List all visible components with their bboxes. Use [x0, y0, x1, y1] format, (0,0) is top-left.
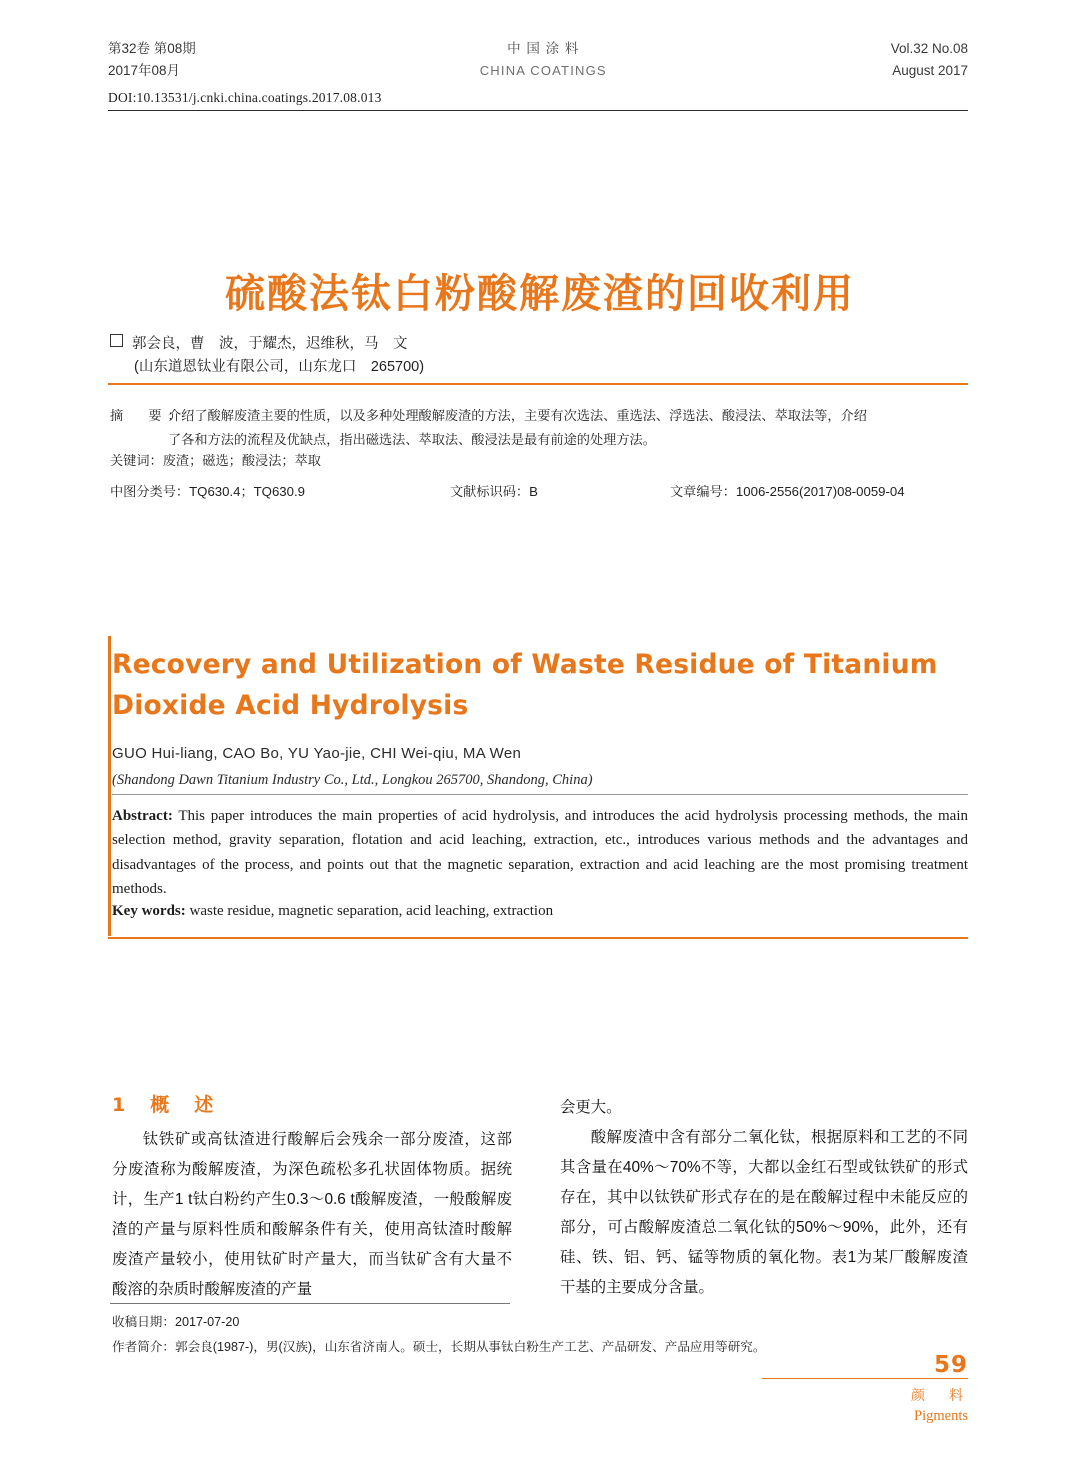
page-title-cn: 硫酸法钛白粉酸解废渣的回收利用 [225, 271, 855, 317]
header-center [480, 38, 607, 82]
page-number: 59 [933, 1352, 968, 1378]
clc-number: 中图分类号：TQ630.4；TQ630.9 [110, 484, 305, 499]
keywords-en-label: Key words: [112, 903, 186, 919]
article-id: 文章编号：1006-2556(2017)08-0059-04 [670, 484, 905, 499]
authors-en: GUO Hui-liang, CAO Bo, YU Yao-jie, CHI Wei-qiu, MA Wen [112, 745, 522, 762]
abstract-cn-text: 介绍了酸解废渣主要的性质，以及多种处理酸解废渣的方法，主要有次选法、重选法、浮选法、酸浸法、萃取法等，介绍了各和方法的流程及优缺点，指出磁选法、萃取法、酸浸法是最有前途的处理方法。 [168, 408, 867, 448]
orange-left-bar [108, 636, 111, 936]
header-left [108, 38, 196, 83]
header-right [891, 38, 968, 83]
page-title-en: Recovery and Utilization of Waste Residue of Titanium Dioxide Acid Hydrolysis [112, 649, 938, 722]
abstract-en [112, 804, 968, 901]
authors-cn-text: 郭会良，曹 波，于耀杰，迟维秋，马 文 [132, 336, 408, 352]
journal-name-cn: 中 国 涂 料 [507, 41, 580, 56]
received-date: 收稿日期：2017-07-20 [112, 1315, 240, 1329]
keywords-cn: 关键词：废渣；磁选；酸浸法；萃取 [110, 453, 321, 468]
affiliation-en: (Shandong Dawn Titanium Industry Co., Ltd., Longkou 265700, Shandong, China) [112, 772, 593, 788]
orange-divider-bottom [108, 937, 968, 939]
abstract-divider [112, 794, 968, 795]
page-header [108, 38, 968, 83]
folio-divider [762, 1378, 968, 1379]
keywords-en-text: waste residue, magnetic separation, acid leaching, extraction [185, 903, 554, 919]
keywords-en [112, 903, 968, 920]
abstract-en-text: This paper introduces the main properties of acid hydrolysis, and introduces the acid hydrolysis processing methods, the main selection method, gravity separation, flotation and acid leaching, extraction, etc., introduces various methods and the advantages and disadvantages of the process, and points out that the magnetic separation, extraction and acid leaching are the most promising treatment methods. [112, 808, 968, 897]
orange-divider-top [108, 383, 968, 385]
volume-issue-en: Vol.32 No.08 [890, 41, 968, 56]
author-bio: 作者简介：郭会良(1987-)，男(汉族)，山东省济南人。硕士，长期从事钛白粉生产工艺、产品研发、产品应用等研究。 [112, 1339, 766, 1354]
volume-issue-cn: 第32卷 第08期 [108, 41, 196, 56]
square-bullet-icon [110, 334, 123, 347]
document-code: 文献标识码：B [450, 484, 538, 499]
body-column-right [560, 1093, 968, 1303]
journal-name-en: CHINA COATINGS [479, 63, 607, 79]
section-heading-1: 1 概 述 [112, 1094, 217, 1116]
footnote-divider [110, 1303, 510, 1304]
section-label-cn: 颜 料 [911, 1387, 968, 1403]
abstract-cn [110, 404, 868, 453]
date-cn: 2017年08月 [108, 63, 181, 79]
section-label-en: Pigments [914, 1408, 968, 1424]
classification-row [110, 481, 970, 500]
body-paragraph-left: 钛铁矿或高钛渣进行酸解后会残余一部分废渣，这部分废渣称为酸解废渣，为深色疏松多孔状固体物质。据统计，生产1 t钛白粉约产生0.3～0.6 t酸解废渣，一般酸解废渣的产量与原料性质和酸解条件有关，使用高钛渣时酸解废渣产量较小，使用钛矿时产量大，而当钛矿含有大量不酸溶的杂质时酸解废渣的产量 [112, 1131, 512, 1299]
doi-text: DOI:10.13531/j.cnki.china.coatings.2017.08.013 [108, 90, 382, 105]
body-paragraph-right-2: 酸解废渣中含有部分二氧化钛，根据原料和工艺的不同其含量在40%～70%不等，大都以金红石型或钛铁矿的形式存在，其中以钛铁矿形式存在的是在酸解过程中未能反应的部分，可占酸解废渣总二氧化钛的50%～90%，此外，还有硅、铁、铝、钙、锰等物质的氧化物。表1为某厂酸解废渣干基的主要成分含量。 [560, 1129, 968, 1297]
footnotes [112, 1310, 912, 1359]
header-divider [108, 110, 968, 111]
abstract-cn-label: 摘 要： [110, 408, 187, 423]
abstract-en-label: Abstract: [112, 808, 173, 824]
body-paragraph-right-1: 会更大。 [560, 1099, 622, 1116]
body-column-left [112, 1125, 512, 1305]
date-en: August 2017 [892, 63, 968, 79]
affiliation-cn: (山东道恩钛业有限公司，山东龙口 265700) [134, 359, 425, 375]
